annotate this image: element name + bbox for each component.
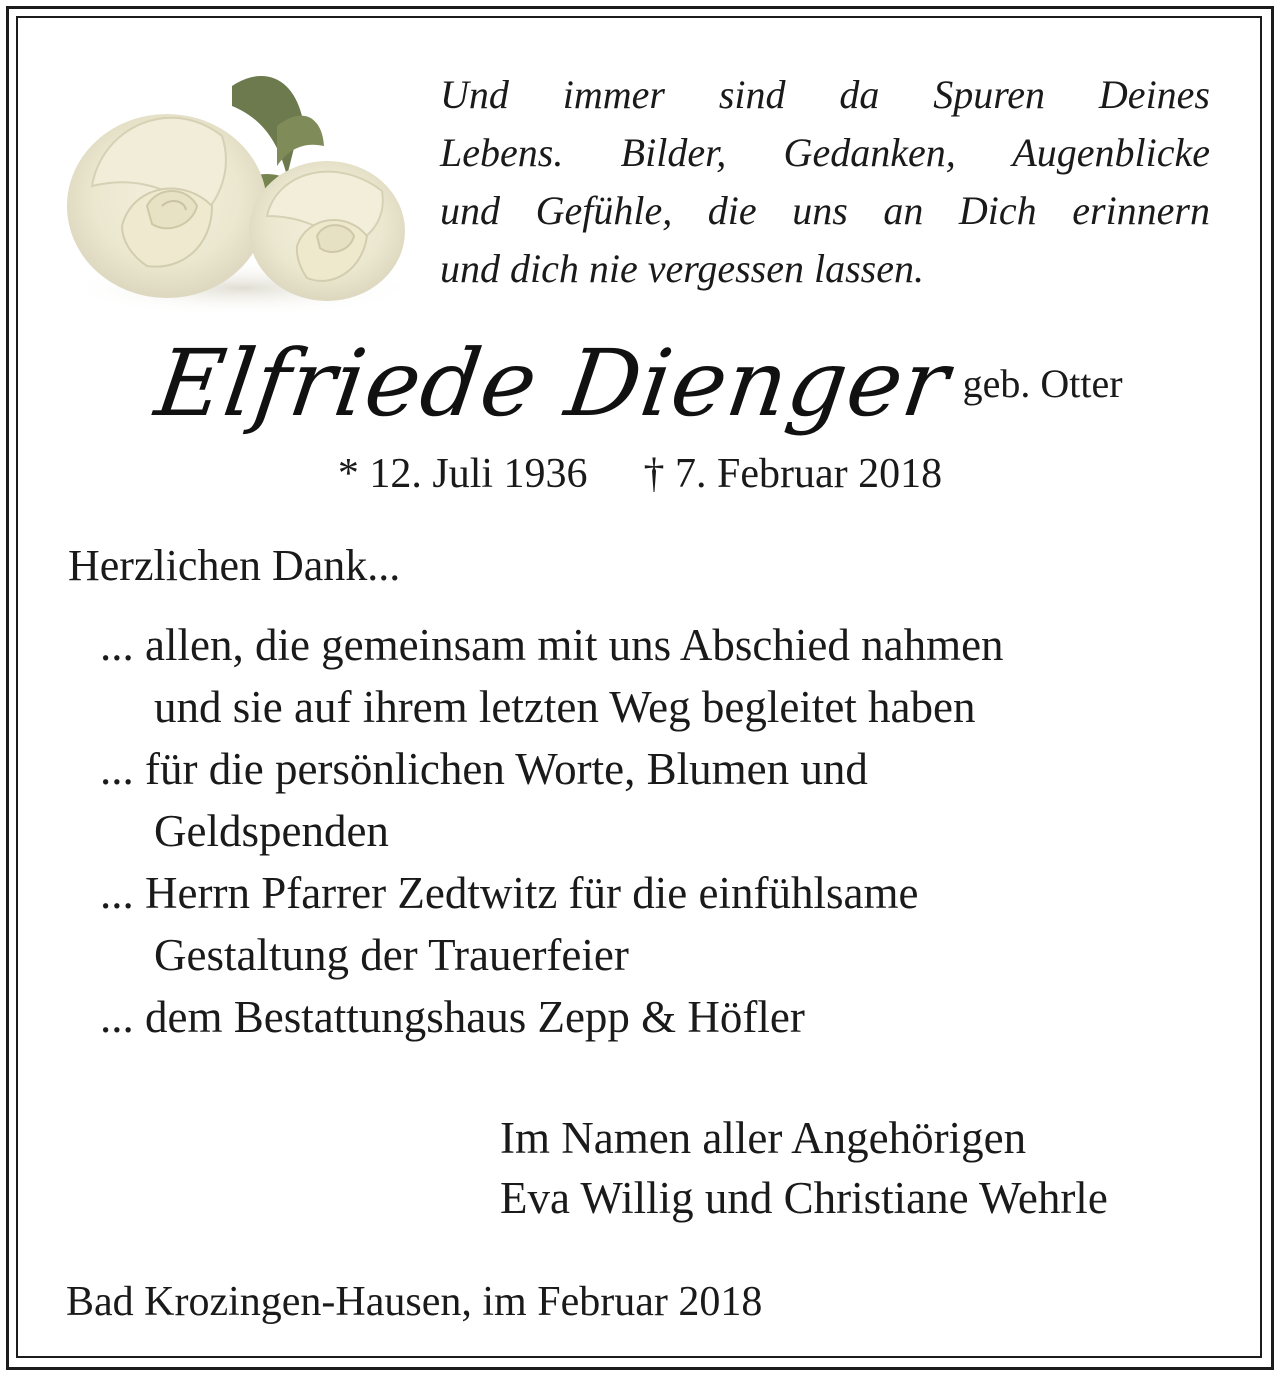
signature-intro: Im Namen aller Angehörigen [500, 1113, 1027, 1163]
thanks-item [100, 986, 1220, 1048]
death-date: † 7. Februar 2018 [643, 451, 943, 497]
signature-block [500, 1108, 1108, 1228]
thanks-item-line: ... für die persönlichen Worte, Blumen und [100, 744, 868, 794]
signature-names: Eva Willig und Christiane Wehrle [500, 1173, 1108, 1223]
thanks-item-line: ... allen, die gemeinsam mit uns Abschied nahmen [100, 620, 1004, 670]
thanks-item-continuation: und sie auf ihrem letzten Weg begleitet haben [154, 682, 976, 732]
birth-date: * 12. Juli 1936 [337, 451, 588, 497]
thanks-item-line: ... dem Bestattungshaus Zepp & Höfler [100, 992, 805, 1042]
poem-line: und Gefühle, die uns an Dich erinnern [440, 188, 1210, 233]
deceased-name: Elfriede Dienger [149, 330, 957, 437]
memorial-poem [440, 66, 1210, 298]
poem-line: Lebens. Bilder, Gedanken, Augenblicke [440, 130, 1210, 175]
poem-line: und dich nie vergessen lassen. [440, 246, 924, 291]
white-roses-icon [62, 56, 417, 318]
place-date: Bad Krozingen-Hausen, im Februar 2018 [66, 1279, 763, 1325]
life-dates [0, 450, 1280, 498]
thanks-item-line: ... Herrn Pfarrer Zedtwitz für die einfühlsame [100, 868, 919, 918]
thanks-title: Herzlichen Dank... [68, 541, 401, 590]
thanks-item-continuation: Geldspenden [154, 806, 389, 856]
thanks-list [100, 614, 1220, 1048]
maiden-name: geb. Otter [962, 361, 1123, 406]
thanks-item [100, 862, 1220, 986]
name-row [0, 330, 1280, 437]
poem-line: Und immer sind da Spuren Deines [440, 72, 1210, 117]
thanks-item [100, 738, 1220, 862]
thanks-item-continuation: Gestaltung der Trauerfeier [154, 930, 629, 980]
thanks-item [100, 614, 1220, 738]
